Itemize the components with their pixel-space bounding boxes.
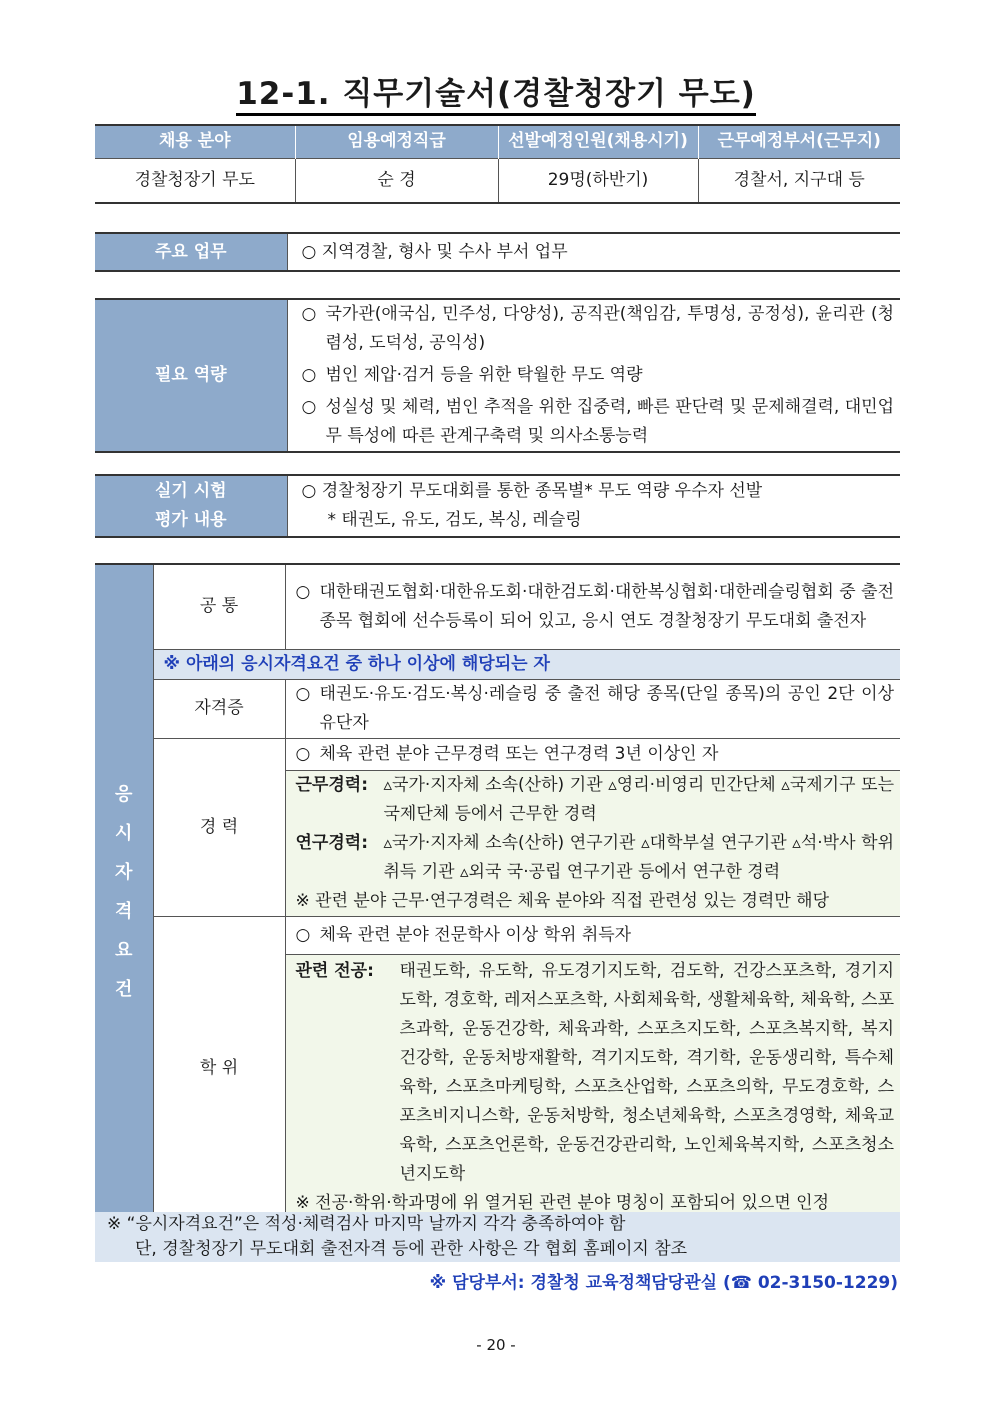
side-char: 자 — [115, 862, 133, 884]
degree-content: ○ 체육 관련 분야 전문학사 이상 학위 취득자 관련 전공: 태권도학, 유도학, 유도경기지도학, 검도학, 건강스포츠학, 경기지도학, 경호학, 레저스포츠학, 사회체육학, 생활체육학, 체육학, 스포츠과학, 운동건강학, 체육과학, 스포츠지도학, 스포츠복지학, 복지건강학, 운동처방재활학, 격기지도학, 격기학, 운동생리학, 특수체육학, 스포츠마케팅학, 스포츠산업학, 스포츠의학, 무도경호학, 스포츠비지니스학, 운동처방학, 청소년체육학, 스포츠경영학, 체육교육학, 스포츠언론학, 운동건강관리학, 노인체육복지학, 스포츠청소년지도학 ※ 전공·학위·학과명에 위 열거된 관련 분야 명칭이 포함되어 있으면 인정 — [285, 916, 900, 1220]
competency-item: ○ 국가관(애국심, 민주성, 다양성), 공직관(책임감, 투명성, 공정성), 윤리관 (청렴성, 도덕성, 공익성) — [301, 304, 894, 353]
value-rank: 순 경 — [295, 158, 498, 203]
research-career: 연구경력: ▵국가·지자체 소속(산하) 연구기관 ▵대학부설 연구기관 ▵석·박사 학위 취득 기관 ▵외국 국·공립 연구기관 등에서 연구한 경력 — [295, 832, 894, 882]
common-content: ○ 대한태권도협회·대한유도회·대한검도회·대한복싱협회·대한레슬링협회 중 출전 종목 협회에 선수등록이 되어 있고, 응시 연도 경찰청장기 무도대회 출전자 — [285, 564, 900, 649]
degree-label: 학 위 — [153, 916, 285, 1220]
practical-line2: * 태권도, 유도, 검도, 복싱, 레슬링 — [327, 510, 582, 530]
qualification-side-label — [95, 564, 153, 1220]
main-duty-text: ○ 지역경찰, 형사 및 수사 부서 업무 — [301, 241, 568, 262]
overview-table — [95, 124, 900, 204]
side-char: 시 — [115, 823, 133, 845]
side-char: 요 — [115, 940, 133, 962]
competency-label: 필요 역량 — [95, 299, 287, 452]
side-char: 응 — [115, 784, 133, 806]
related-majors: 관련 전공: 태권도학, 유도학, 유도경기지도학, 검도학, 건강스포츠학, 경기지도학, 경호학, 레저스포츠학, 사회체육학, 생활체육학, 체육학, 스포츠과학, 운동건강학, 체육과학, 스포츠지도학, 스포츠복지학, 복지건강학, 운동처방재활학, 격기지도학, 격기학, 운동생리학, 특수체육학, 스포츠마케팅학, 스포츠산업학, 스포츠의학, 무도경호학, 스포츠비지니스학, 운동처방학, 청소년체육학, 스포츠경영학, 체육교육학, 스포츠언론학, 운동건강관리학, 노인체육복지학, 스포츠청소년지도학 — [295, 960, 894, 1184]
header-dept: 근무예정부서(근무지) — [698, 125, 900, 158]
footnote-line1: ※ “응시자격요건”은 적성·체력검사 마지막 날까지 각각 충족하여야 함 — [107, 1214, 626, 1234]
value-dept: 경찰서, 지구대 등 — [698, 158, 900, 203]
competency-item: ○ 성실성 및 체력, 범인 추적을 위한 집중력, 빠른 판단력 및 문제해결력, 대민업무 특성에 따른 관계구축력 및 의사소통능력 — [301, 397, 894, 446]
main-duty-label: 주요 업무 — [95, 233, 287, 271]
side-char: 건 — [115, 979, 133, 1001]
header-rank: 임용예정직급 — [295, 125, 498, 158]
competency-item: ○ 범인 제압·검거 등을 위한 탁월한 무도 역량 — [301, 365, 643, 385]
license-label: 자격증 — [153, 679, 285, 738]
license-content: ○ 태권도·유도·검도·복싱·레슬링 중 출전 해당 종목(단일 종목)의 공인 2단 이상 유단자 — [285, 679, 900, 738]
header-count: 선발예정인원(채용시기) — [498, 125, 698, 158]
requirement-band: ※ 아래의 응시자격요건 중 하나 이상에 해당되는 자 — [153, 649, 900, 679]
side-char: 격 — [115, 901, 133, 923]
career-note: ※ 관련 분야 근무·연구경력은 체육 분야와 직접 관련성 있는 경력만 해당 — [295, 890, 830, 911]
qualification-table — [95, 563, 900, 1221]
page-title: 12-1. 직무기술서(경찰청장기 무도) — [0, 68, 992, 113]
career-head: ○ 체육 관련 분야 근무경력 또는 연구경력 3년 이상인 자 — [285, 738, 900, 770]
career-detail — [285, 770, 900, 916]
work-career: 근무경력: ▵국가·지자체 소속(산하) 기관 ▵영리·비영리 민간단체 ▵국제기구 또는 국제단체 등에서 근무한 경력 — [295, 774, 894, 824]
competency-table — [95, 298, 900, 453]
degree-note: ※ 전공·학위·학과명에 위 열거된 관련 분야 명칭이 포함되어 있으면 인정 — [295, 1192, 830, 1213]
practical-line1: ○ 경찰청장기 무도대회를 통한 종목별* 무도 역량 우수자 선발 — [301, 481, 763, 501]
practical-table — [95, 474, 900, 538]
practical-content — [287, 475, 900, 537]
footnote — [95, 1212, 900, 1262]
value-field: 경찰청장기 무도 — [95, 158, 295, 203]
competency-list — [287, 299, 900, 452]
contact-info: ※ 담당부서: 경찰청 교육정책담당관실 (☎ 02-3150-1229) — [429, 1273, 898, 1293]
header-field: 채용 분야 — [95, 125, 295, 158]
footnote-line2: 단, 경찰청장기 무도대회 출전자격 등에 관한 사항은 각 협회 홈페이지 참조 — [135, 1239, 688, 1259]
practical-label-line1: 실기 시험 — [154, 481, 227, 501]
career-label: 경 력 — [153, 738, 285, 916]
practical-label-line2: 평가 내용 — [154, 510, 227, 530]
main-duty-table — [95, 232, 900, 272]
value-count: 29명(하반기) — [498, 158, 698, 203]
common-label: 공 통 — [153, 564, 285, 649]
practical-label — [95, 475, 287, 537]
page-number: - 20 - — [476, 1336, 516, 1354]
